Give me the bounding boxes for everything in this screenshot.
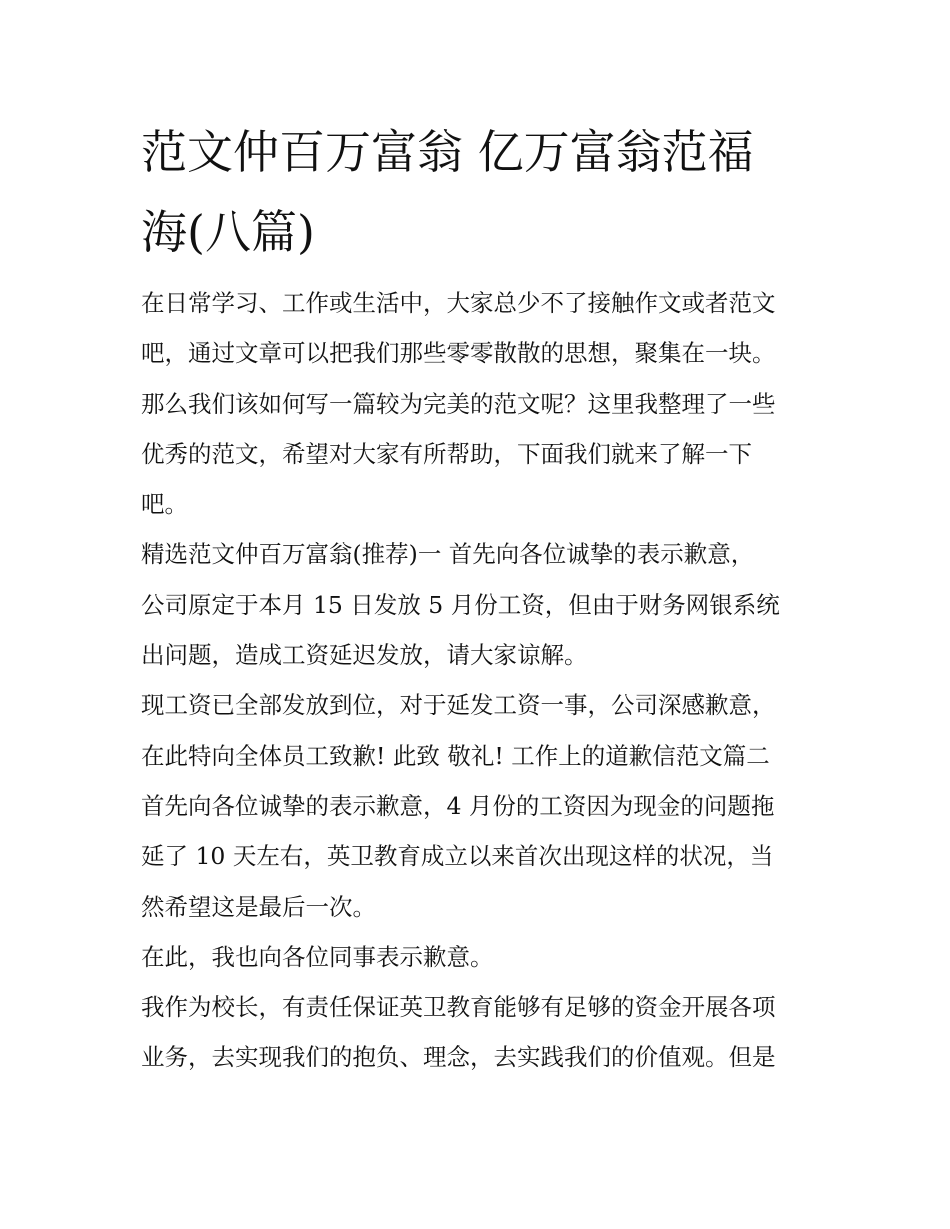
body-line: 然希望这是最后一次。 — [141, 892, 376, 921]
body-line: 吧，通过文章可以把我们那些零零散散的思想，聚集在一块。 — [141, 339, 776, 368]
body-line: 我作为校长，有责任保证英卫教育能够有足够的资金开展各项 — [141, 993, 776, 1022]
document-title — [141, 112, 821, 272]
body-line: 延了 10 天左右，英卫教育成立以来首次出现这样的状况，当 — [141, 842, 774, 871]
body-line: 现工资已全部发放到位，对于延发工资一事，公司深感歉意， — [141, 691, 776, 720]
body-line: 精选范文仲百万富翁(推荐)一 首先向各位诚挚的表示歉意， — [141, 540, 755, 569]
body-line: 那么我们该如何写一篇较为完美的范文呢？这里我整理了一些 — [141, 389, 776, 418]
document-body — [141, 278, 821, 1083]
body-line: 优秀的范文，希望对大家有所帮助，下面我们就来了解一下 — [141, 439, 752, 468]
title-line-1: 范文仲百万富翁 亿万富翁范福 — [141, 125, 754, 179]
body-line: 公司原定于本月 15 日发放 5 月份工资，但由于财务网银系统 — [141, 590, 780, 619]
body-line: 在日常学习、工作或生活中，大家总少不了接触作文或者范文 — [141, 289, 776, 317]
body-line: 出问题，造成工资延迟发放，请大家谅解。 — [141, 641, 588, 670]
body-line: 业务，去实现我们的抱负、理念，去实践我们的价值观。但是 — [141, 1043, 776, 1072]
body-line: 吧。 — [141, 490, 188, 519]
title-line-2: 海(八篇) — [141, 205, 315, 259]
body-line: 首先向各位诚挚的表示歉意，4 月份的工资因为现金的问题拖 — [141, 791, 775, 820]
body-line: 在此特向全体员工致歉! 此致 敬礼! 工作上的道歉信范文篇二 — [141, 741, 770, 770]
body-line: 在此，我也向各位同事表示歉意。 — [141, 942, 494, 971]
